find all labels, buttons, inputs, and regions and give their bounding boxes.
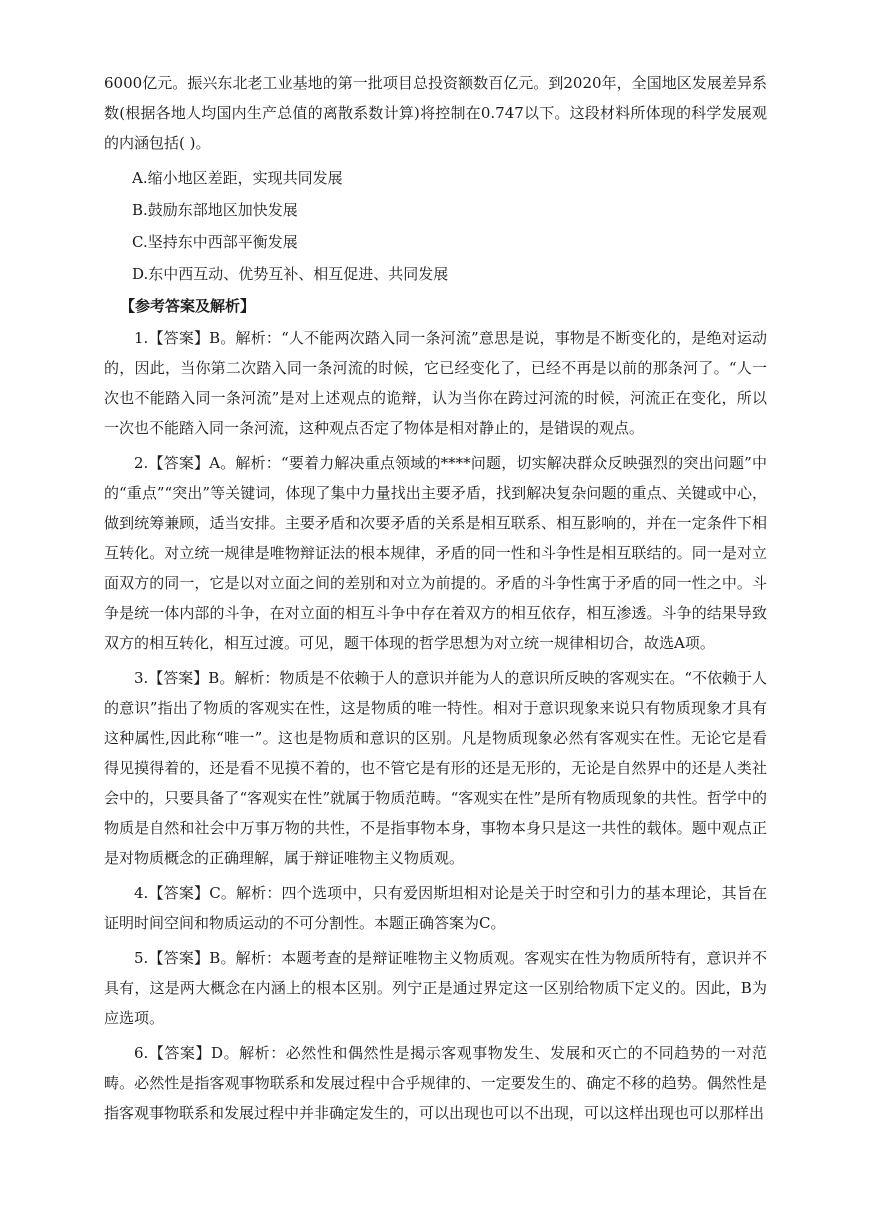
option-b: B.鼓励东部地区加快发展	[132, 201, 298, 219]
question-intro: 6000亿元。振兴东北老工业基地的第一批项目总投资额数百亿元。到2020年，全国地区发展差异系数(根据各地人均国内生产总值的离散系数计算)将控制在0.747以下。这段材料所体现的科学发展观的内涵包括( )。	[104, 74, 767, 152]
answer-3: 3.【答案】B。解析：物质是不依赖于人的意识并能为人的意识所反映的客观实在。“不依赖于人的意识”指出了物质的客观实在性，这是物质的唯一特性。相对于意识现象来说只有物质现象才具有这种属性,因此称“唯一”。这也是物质和意识的区别。凡是物质现象必然有客观实在性。无论它是看得见摸得着的，还是看不见摸不着的，也不管它是有形的还是无形的，无论是自然界中的还是人类社会中的，只要具备了“客观实在性”就属于物质范畴。“客观实在性”是所有物质现象的共性。哲学中的物质是自然和社会中万事万物的共性，不是指事物本身，事物本身只是这一共性的载体。题中观点正是对物质概念的正确理解，属于辩证唯物主义物质观。	[104, 669, 768, 867]
answer-2: 2.【答案】A。解析：“要着力解决重点领域的****问题，切实解决群众反映强烈的突出问题”中的“重点”“突出”等关键词，体现了集中力量找出主要矛盾，找到解决复杂问题的重点、关键或中心，做到统筹兼顾，适当安排。主要矛盾和次要矛盾的关系是相互联系、相互影响的，并在一定条件下相互转化。对立统一规律是唯物辩证法的根本规律，矛盾的同一性和斗争性是相互联结的。同一是对立面双方的同一，它是以对立面之间的差别和对立为前提的。矛盾的斗争性寓于矛盾的同一性之中。斗争是统一体内部的斗争，在对立面的相互斗争中存在着双方的相互依存，相互渗透。斗争的结果导致双方的相互转化，相互过渡。可见，题干体现的哲学思想为对立统一规律相切合，故选A项。	[104, 454, 767, 652]
answer-5: 5.【答案】B。解析：本题考查的是辩证唯物主义物质观。客观实在性为物质所特有，意识并不具有，这是两大概念在内涵上的根本区别。列宁正是通过界定这一区别给物质下定义的。因此，B为应选项。	[104, 949, 767, 1027]
answer-4: 4.【答案】C。解析：四个选项中，只有爱因斯坦相对论是关于时空和引力的基本理论，其旨在证明时间空间和物质运动的不可分割性。本题正确答案为C。	[104, 884, 767, 932]
answer-1: 1.【答案】B。解析：“人不能两次踏入同一条河流”意思是说，事物是不断变化的，是绝对运动的，因此，当你第二次踏入同一条河流的时候，它已经变化了，已经不再是以前的那条河了。“人一次也不能踏入同一条河流”是对上述观点的诡辩，认为当你在跨过河流的时候，河流正在变化，所以一次也不能踏入同一条河流，这种观点否定了物体是相对静止的，是错误的观点。	[104, 329, 767, 437]
option-d: D.东中西互动、优势互补、相互促进、共同发展	[132, 265, 449, 283]
section-heading: 【参考答案及解析】	[120, 297, 256, 315]
option-a: A.缩小地区差距，实现共同发展	[132, 169, 343, 187]
answer-6: 6.【答案】D。解析：必然性和偶然性是揭示客观事物发生、发展和灭亡的不同趋势的一对范畴。必然性是指客观事物联系和发展过程中合乎规律的、一定要发生的、确定不移的趋势。偶然性是指客观事物联系和发展过程中并非确定发生的，可以出现也可以不出现，可以这样出现也可以那样出	[104, 1044, 767, 1122]
option-c: C.坚持东中西部平衡发展	[132, 233, 298, 251]
